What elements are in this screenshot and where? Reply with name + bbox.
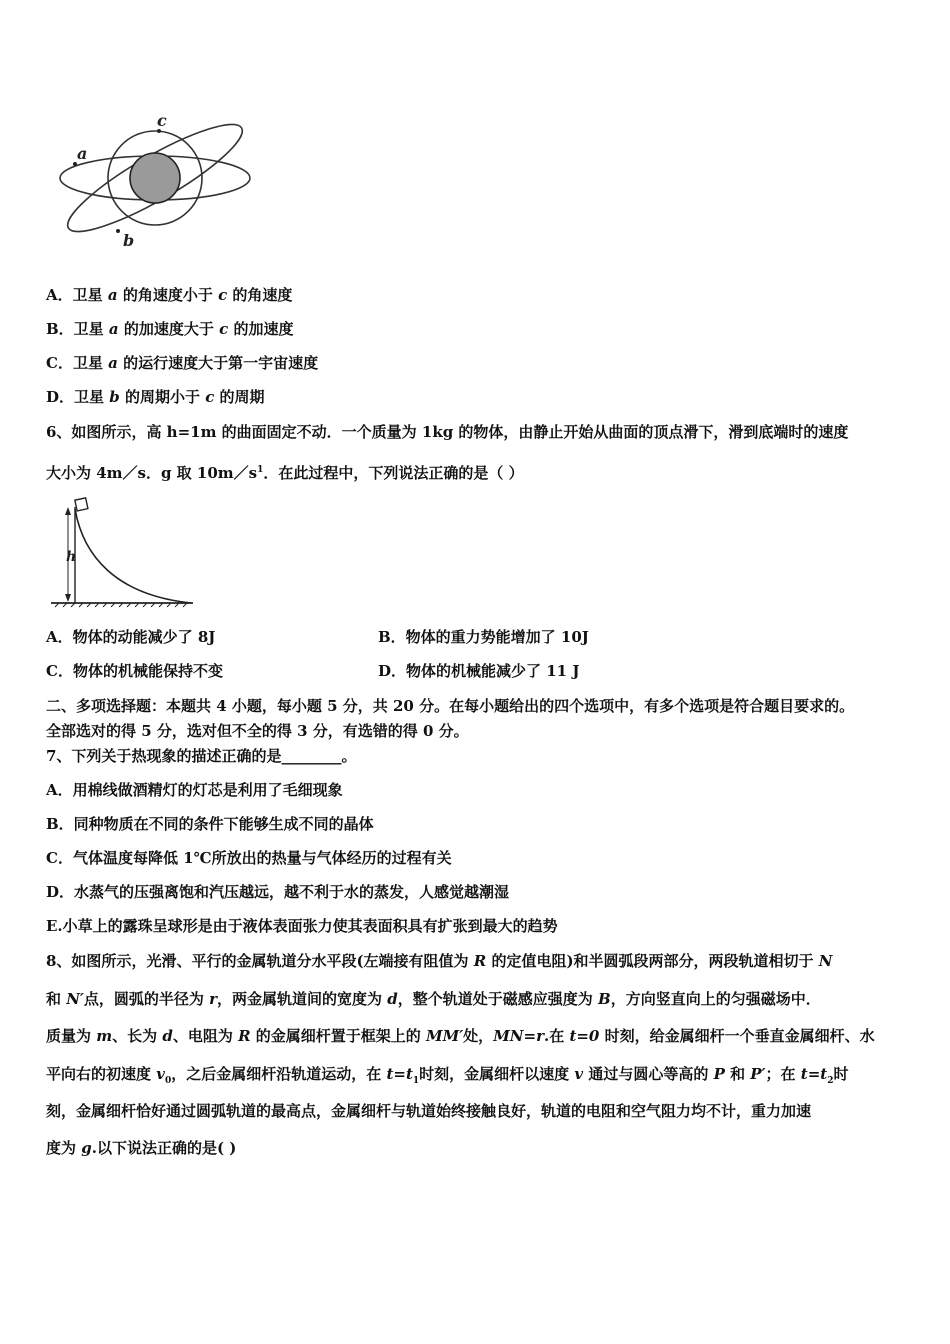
satellite-b-dot [116,229,120,233]
q6-option-d: D．物体的机械能减少了 11 J [378,662,580,680]
q5-option-d: D．卫星 b 的周期小于 c 的周期 [46,388,265,406]
q6-option-b: B．物体的重力势能增加了 10J [378,628,589,646]
q8-stem-line6: 度为 g.以下说法正确的是( ) [46,1139,237,1157]
satellite-c-label: c [157,111,167,130]
q6-stem-line1: 6、如图所示，高 h=1m 的曲面固定不动．一个质量为 1kg 的物体，由静止开始从曲面的顶点滑下，滑到底端时的速度 [46,423,849,441]
height-arrow-top-head [65,507,71,515]
earth-body [130,153,180,203]
q8-stem-line4: 平向右的初速度 $v_0$，之后金属细杆沿轨道运动，在 $t=t_1$时刻，金属细杆以速度 v 通过与圆心等高的 P 和 P′；在 $t=t_2$时 [46,1065,849,1086]
q5-option-c: C．卫星 a 的运行速度大于第一宇宙速度 [46,354,319,372]
q7-option-b: B．同种物质在不同的条件下能够生成不同的晶体 [46,815,374,833]
q6-stem-line2: 大小为 4m／s．g 取 $10m/s^1$．在此过程中，下列说法正确的是（ ） [46,464,524,482]
section2-heading-line1: 二、多项选择题：本题共 4 小题，每小题 5 分，共 20 分。在每小题给出的四个选项中，有多个选项是符合题目要求的。 [46,697,855,715]
satellite-b-label: b [123,231,135,250]
q7-stem: 7、下列关于热现象的描述正确的是________。 [46,747,357,765]
height-label: h [66,549,77,565]
height-arrow-bottom-head [65,594,71,602]
q8-stem-line2: 和 N′点，圆弧的半径为 r，两金属轨道间的宽度为 d，整个轨道处于磁感应强度为 B，方向竖直向上的匀强磁场中． [46,990,821,1008]
q7-option-d: D．水蒸气的压强离饱和汽压越远，越不利于水的蒸发，人感觉越潮湿 [46,883,510,901]
q8-stem-line5: 刻，金属细杆恰好通过圆弧轨道的最高点，金属细杆与轨道始终接触良好，轨道的电阻和空气阻力均不计，重力加速 [46,1102,812,1120]
q6-option-c: C．物体的机械能保持不变 [46,662,223,680]
satellite-orbit-figure [55,110,275,260]
section2-heading-line2: 全部选对的得 5 分，选对但不全的得 3 分，有选错的得 0 分。 [46,722,469,740]
q7-option-c: C．气体温度每降低 1℃所放出的热量与气体经历的过程有关 [46,849,452,867]
sliding-block [75,498,88,511]
satellite-a-label: a [77,144,88,163]
q7-option-a: A．用棉线做酒精灯的灯芯是利用了毛细现象 [46,781,343,799]
slope-figure [45,495,205,613]
curved-surface [75,509,191,603]
q8-stem-line3: 质量为 m、长为 d、电阻为 R 的金属细杆置于框架上的 MM′处，MN=r.在 t=0 时刻，给金属细杆一个垂直金属细杆、水 [46,1027,875,1045]
q7-answer-blank: ________ [281,747,342,765]
q7-option-e: E.小草上的露珠呈球形是由于液体表面张力使其表面积具有扩张到最大的趋势 [46,917,558,935]
q6-option-a: A．物体的动能减少了 8J [46,628,216,646]
q8-stem-line1: 8、如图所示，光滑、平行的金属轨道分水平段(左端接有阻值为 R 的定值电阻)和半圆弧段两部分，两段轨道相切于 N [46,952,833,970]
q5-option-a: A．卫星 a 的角速度小于 c 的角速度 [46,286,293,304]
q5-option-b: B．卫星 a 的加速度大于 c 的加速度 [46,320,294,338]
